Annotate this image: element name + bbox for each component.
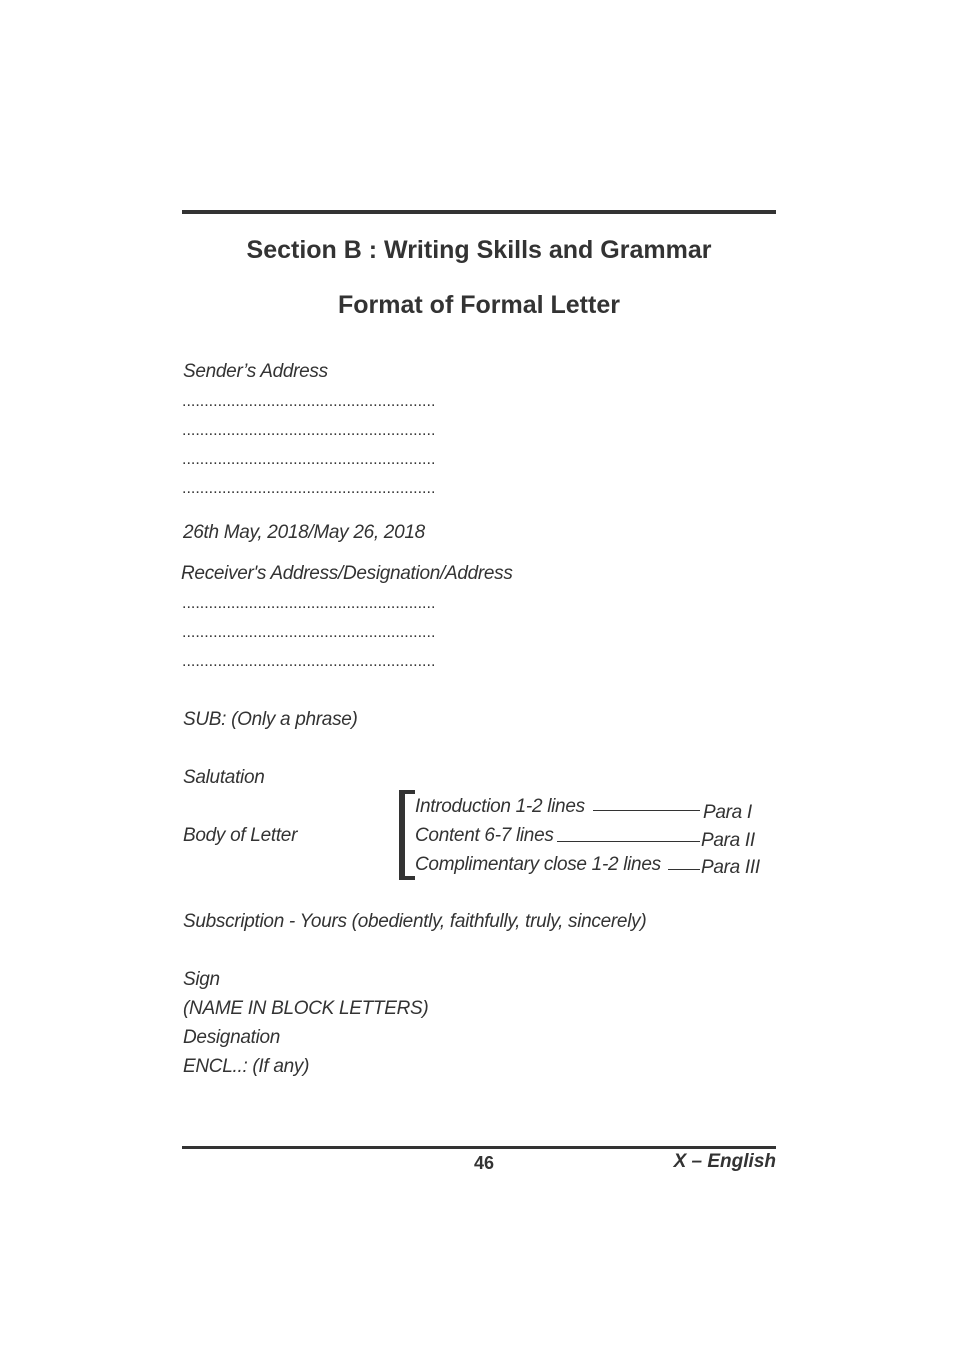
receiver-address-line-2: .........................................................: [182, 624, 436, 641]
leader-line-3: [668, 869, 700, 870]
body-item-content: Content 6-7 lines: [415, 825, 554, 846]
sender-address-line-4: .........................................................: [182, 480, 436, 497]
sender-address-line-1: .........................................................: [182, 393, 436, 410]
top-rule: [182, 210, 776, 214]
body-item-complimentary-close: Complimentary close 1-2 lines: [415, 854, 661, 875]
para-label-1: Para I: [703, 802, 752, 823]
book-title: X – English: [673, 1151, 776, 1172]
page-number: 46: [474, 1153, 495, 1173]
body-bracket-bottom: [399, 876, 415, 880]
receiver-address-line-1: .........................................................: [182, 595, 436, 612]
para-label-2: Para II: [701, 830, 755, 851]
receiver-address-line-3: .........................................................: [182, 653, 436, 670]
subscription-line: Subscription - Yours (obediently, faithfully, truly, sincerely): [183, 911, 647, 932]
body-of-letter-label: Body of Letter: [183, 825, 298, 846]
page-subtitle: Format of Formal Letter: [338, 291, 620, 319]
letter-date: 26th May, 2018/May 26, 2018: [183, 522, 425, 543]
designation-line: Designation: [183, 1027, 281, 1048]
leader-line-1: [593, 810, 700, 811]
name-line: (NAME IN BLOCK LETTERS): [183, 998, 429, 1019]
bottom-rule: [182, 1146, 776, 1149]
enclosure-line: ENCL..: (If any): [183, 1056, 310, 1077]
subject-line: SUB: (Only a phrase): [183, 709, 358, 730]
section-title: Section B : Writing Skills and Grammar: [246, 236, 712, 264]
body-bracket: [399, 790, 405, 880]
body-item-introduction: Introduction 1-2 lines: [415, 796, 585, 817]
sender-address-label: Sender’s Address: [183, 361, 328, 382]
sign-line: Sign: [183, 969, 220, 990]
salutation: Salutation: [183, 767, 265, 788]
para-label-3: Para III: [701, 857, 760, 878]
body-bracket-top: [399, 790, 415, 794]
receiver-address-label: Receiver's Address/Designation/Address: [181, 563, 513, 584]
sender-address-line-3: .........................................................: [182, 451, 436, 468]
leader-line-2: [557, 841, 700, 842]
sender-address-line-2: .........................................................: [182, 422, 436, 439]
